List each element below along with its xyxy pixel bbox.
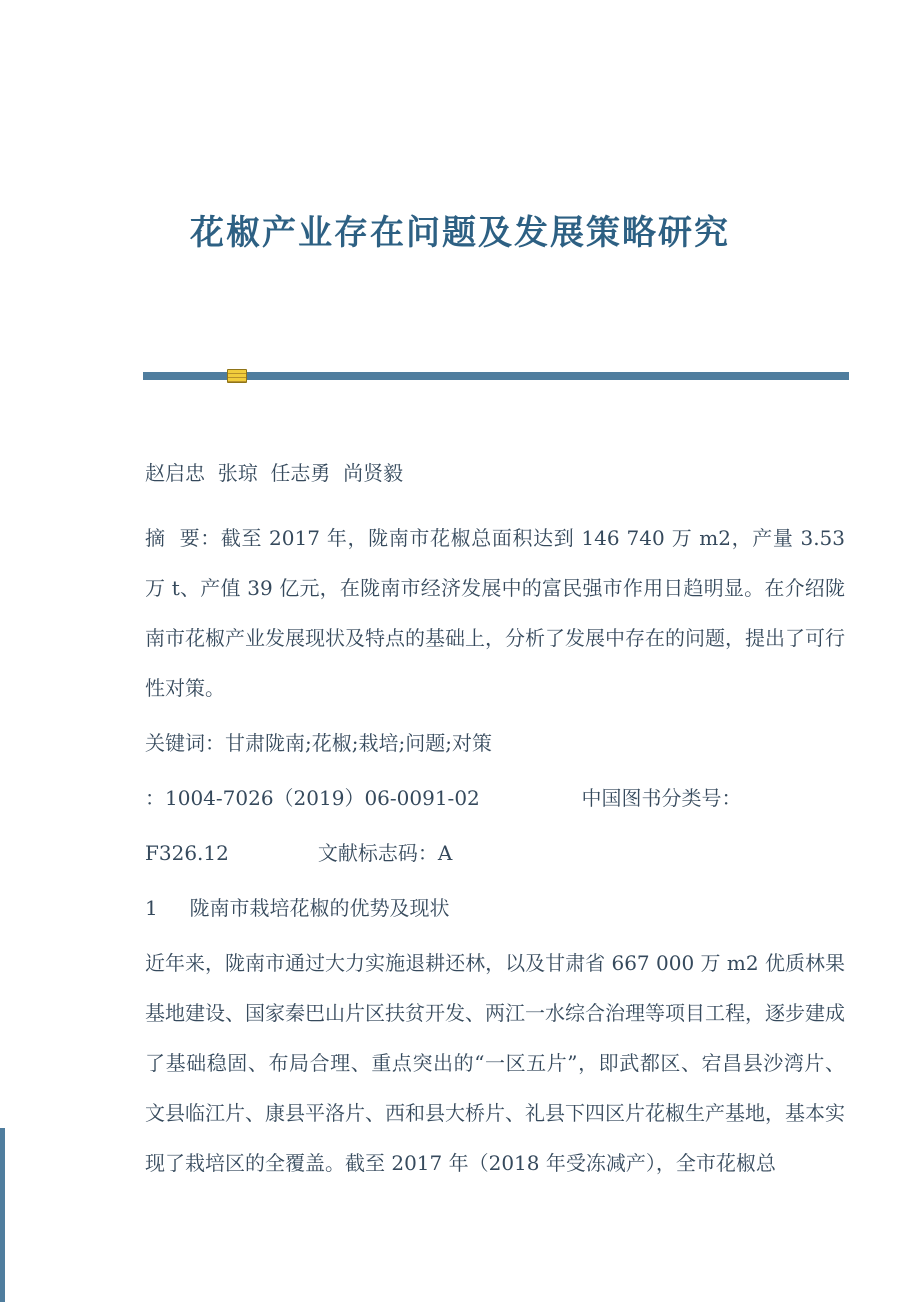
keywords-line: 关键词：甘肃陇南;花椒;栽培;问题;对策 xyxy=(145,731,492,755)
divider-accent-icon xyxy=(227,369,247,383)
divider-bar xyxy=(143,372,849,380)
article-meta-line-1: ：1004-7026（2019）06-0091-02 中国图书分类号： xyxy=(145,786,742,810)
article-meta-line-2: F326.12 文献标志码：A xyxy=(145,841,453,865)
document-body xyxy=(0,380,920,1188)
authors-line: 赵启忠 张琼 任志勇 尚贤毅 xyxy=(145,461,404,485)
body-paragraph: 近年来，陇南市通过大力实施退耕还林，以及甘肃省 667 000 万 m2 优质林果基地建设、国家秦巴山片区扶贫开发、两江一水综合治理等项目工程，逐步建成了基础稳固、布局合理、重点突出的“一区五片”，即武都区、宕昌县沙湾片、文县临江片、康县平洛片、西和县大桥片、礼县下四区片花椒生产基地，基本实现了栽培区的全覆盖。截至 2017 年（2018 年受冻减产），全市花椒总 xyxy=(145,951,845,1175)
abstract-paragraph: 摘 要：截至 2017 年，陇南市花椒总面积达到 146 740 万 m2，产量 3.53 万 t、产值 39 亿元，在陇南市经济发展中的富民强市作用日趋明显。在介绍陇南市花椒产业发展现状及特点的基础上，分析了发展中存在的问题，提出了可行性对策。 xyxy=(145,526,852,700)
section-heading: 1 陇南市栽培花椒的优势及现状 xyxy=(145,896,450,920)
page-title: 花椒产业存在问题及发展策略研究 xyxy=(190,213,730,253)
left-edge-bar xyxy=(0,1128,5,1302)
